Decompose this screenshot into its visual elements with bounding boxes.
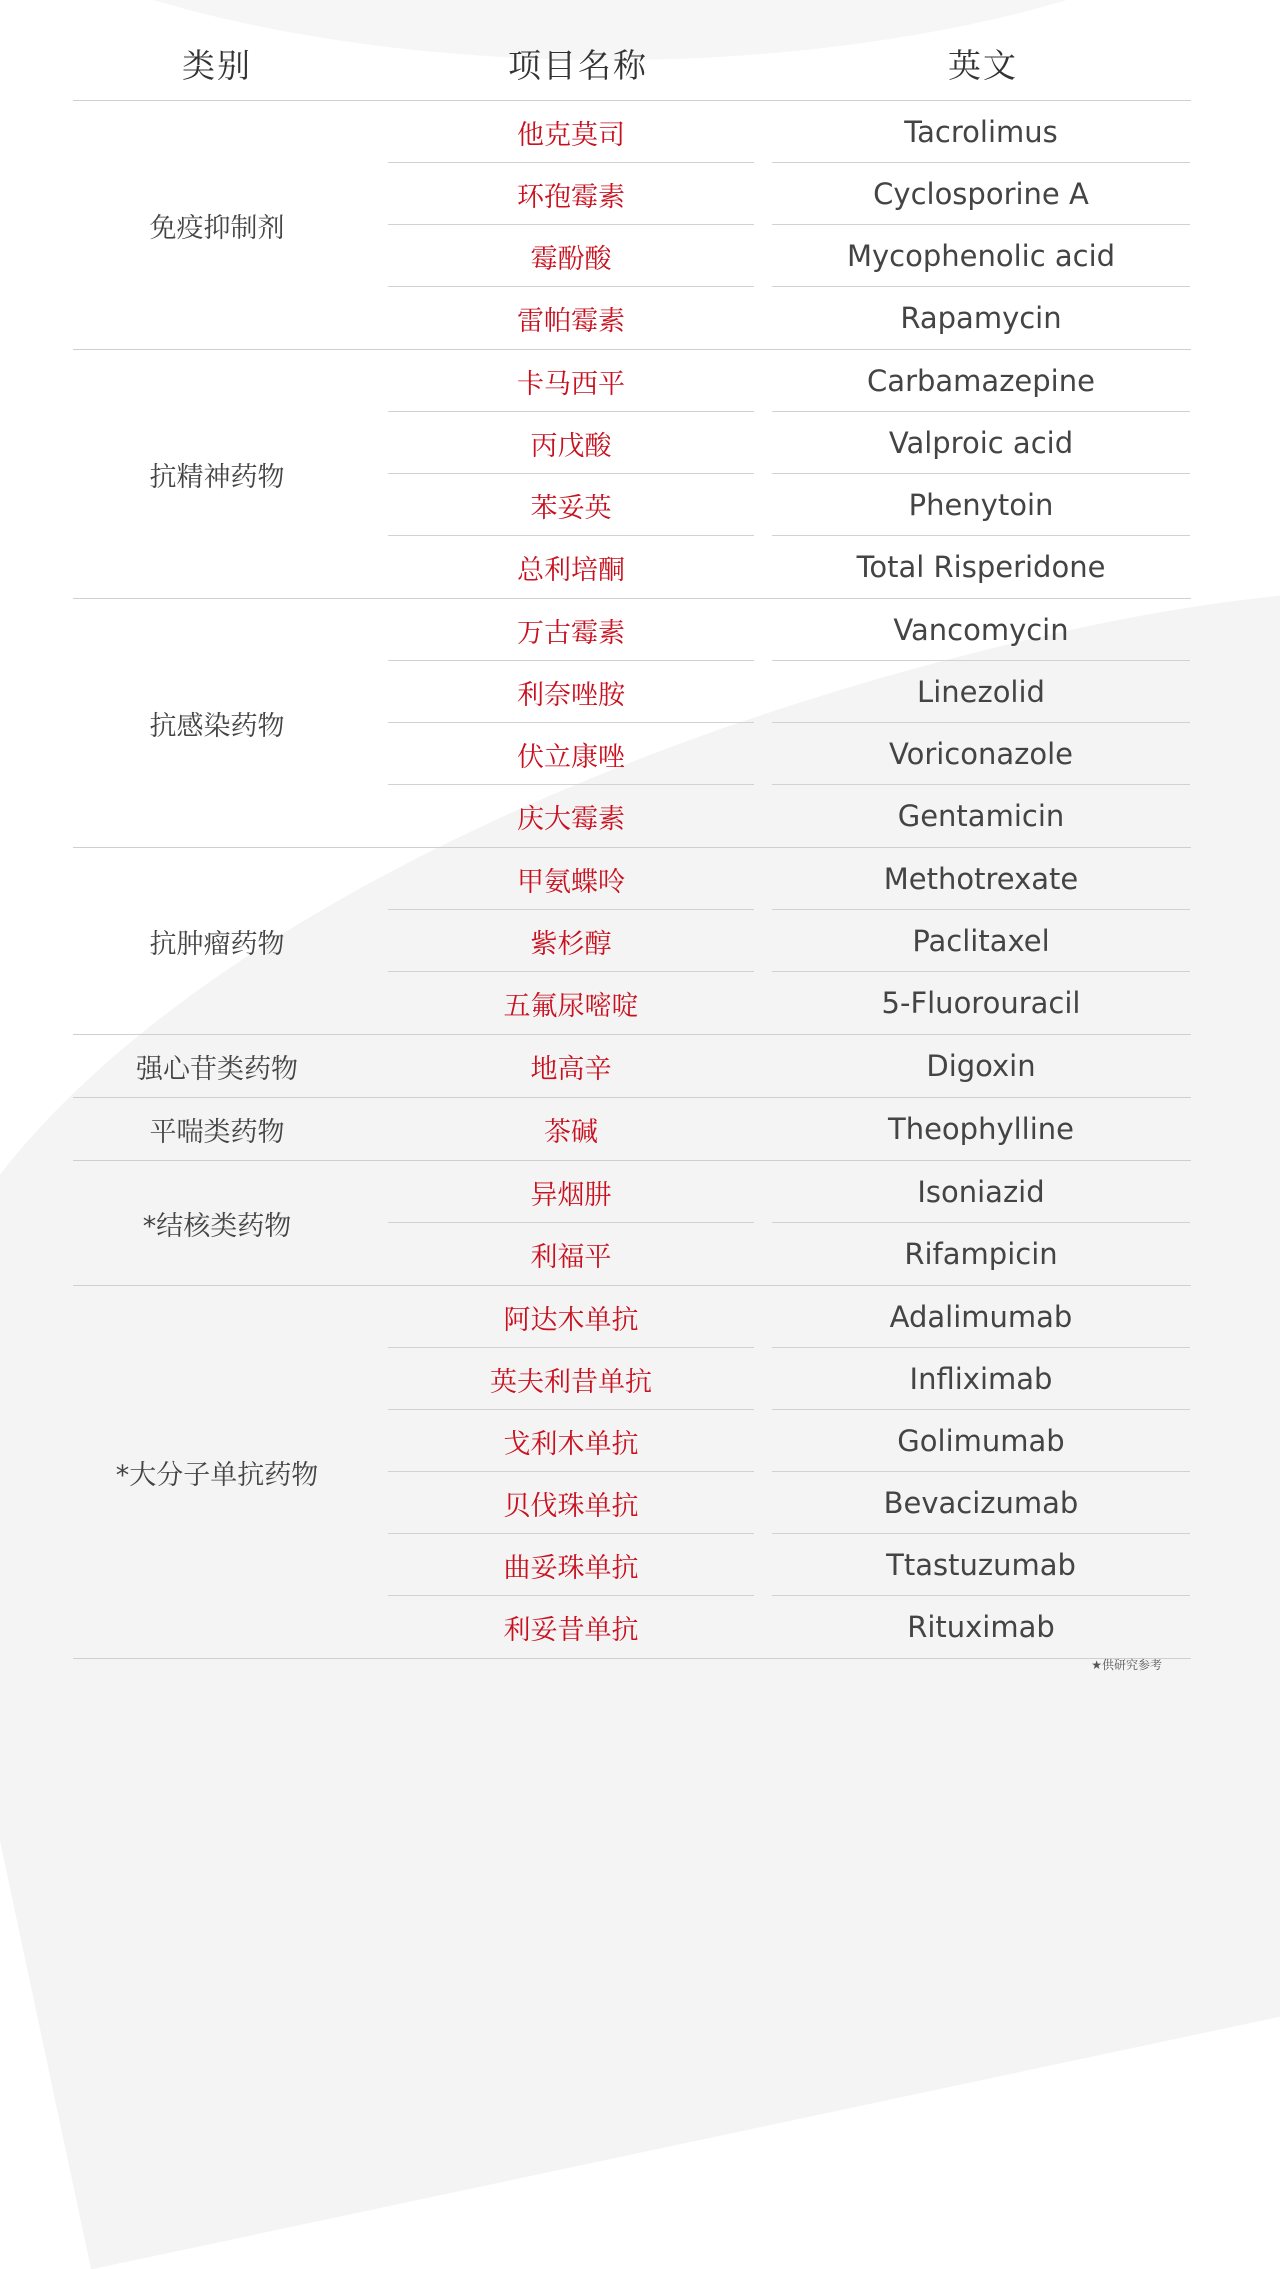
item-name-cn: 异烟肼	[530, 1179, 612, 1211]
table-row	[388, 101, 1191, 163]
item-name-en: Rituximab	[907, 1610, 1055, 1644]
table-group	[73, 350, 1191, 599]
item-name-en: Methotrexate	[883, 862, 1079, 896]
table-row	[388, 910, 1191, 972]
item-name-cn: 伏立康唑	[517, 741, 625, 773]
item-name-en: Phenytoin	[908, 488, 1054, 522]
item-name-en: Vancomycin	[893, 613, 1069, 647]
table-group	[73, 599, 1191, 848]
table-row	[388, 1286, 1191, 1348]
item-name-en: Digoxin	[926, 1049, 1036, 1083]
item-name-cn: 五氟尿嘧啶	[503, 990, 639, 1022]
table-row	[388, 536, 1191, 598]
item-name-en: Isoniazid	[917, 1175, 1045, 1209]
item-name-en: Theophylline	[887, 1112, 1075, 1146]
table-row	[388, 1223, 1191, 1285]
category-label: 抗精神药物	[149, 461, 285, 493]
table-row	[388, 1410, 1191, 1472]
item-name-cn: 苯妥英	[530, 492, 612, 524]
item-name-en: Carbamazepine	[867, 364, 1095, 398]
table-row	[388, 1098, 1191, 1160]
table-row	[388, 287, 1191, 349]
item-name-en: Paclitaxel	[912, 924, 1050, 958]
item-name-cn: 利妥昔单抗	[503, 1614, 639, 1646]
header-name: 项目名称	[508, 46, 648, 85]
item-name-en: Mycophenolic acid	[846, 239, 1116, 273]
item-name-cn: 丙戊酸	[530, 430, 612, 462]
category-label: 免疫抑制剂	[149, 212, 285, 244]
item-name-cn: 卡马西平	[517, 368, 625, 400]
table-group	[73, 848, 1191, 1035]
item-name-cn: 紫杉醇	[530, 928, 612, 960]
item-name-cn: 利奈唑胺	[517, 679, 625, 711]
table-row	[388, 412, 1191, 474]
item-name-en: Adalimumab	[889, 1300, 1073, 1334]
item-name-cn: 英夫利昔单抗	[490, 1366, 652, 1398]
item-name-cn: 戈利木单抗	[503, 1428, 639, 1460]
item-name-en: Rapamycin	[900, 301, 1062, 335]
item-name-cn: 茶碱	[544, 1116, 598, 1148]
item-name-en: Cyclosporine A	[873, 177, 1089, 211]
item-name-en: 5-Fluorouracil	[881, 986, 1081, 1020]
table-row	[388, 350, 1191, 412]
table-row	[388, 474, 1191, 536]
category-label: *结核类药物	[142, 1210, 292, 1242]
drug-table	[73, 0, 1191, 1659]
table-row	[388, 1534, 1191, 1596]
table-row	[388, 972, 1191, 1034]
category-label: 抗感染药物	[149, 710, 285, 742]
table-group	[73, 1098, 1191, 1161]
item-name-cn: 贝伐珠单抗	[503, 1490, 639, 1522]
item-name-en: Tacrolimus	[904, 115, 1058, 149]
item-name-cn: 环孢霉素	[517, 181, 625, 213]
item-name-en: Total Risperidone	[856, 550, 1106, 584]
table-row	[388, 163, 1191, 225]
table-row	[388, 1472, 1191, 1534]
item-name-en: Gentamicin	[897, 799, 1065, 833]
item-name-cn: 甲氨蝶呤	[517, 866, 625, 898]
footnote: ★供研究参考	[1091, 1658, 1162, 1672]
item-name-en: Infliximab	[909, 1362, 1053, 1396]
item-name-cn: 霉酚酸	[530, 243, 612, 275]
table-body	[73, 101, 1191, 1659]
item-name-cn: 雷帕霉素	[517, 305, 625, 337]
table-row	[388, 785, 1191, 847]
table-row	[388, 1596, 1191, 1658]
category-label: 抗肿瘤药物	[149, 928, 285, 960]
item-name-cn: 庆大霉素	[517, 803, 625, 835]
item-name-cn: 他克莫司	[517, 119, 625, 151]
table-row	[388, 225, 1191, 287]
table-row	[388, 1161, 1191, 1223]
item-name-cn: 总利培酮	[517, 554, 625, 586]
table-row	[388, 599, 1191, 661]
item-name-cn: 阿达木单抗	[503, 1304, 639, 1336]
item-name-cn: 地高辛	[530, 1053, 612, 1085]
table-row	[388, 723, 1191, 785]
table-group	[73, 1161, 1191, 1286]
table-row	[388, 1348, 1191, 1410]
table-row	[388, 661, 1191, 723]
item-name-cn: 万古霉素	[517, 617, 625, 649]
item-name-en: Rifampicin	[904, 1237, 1058, 1271]
item-name-en: Linezolid	[917, 675, 1045, 709]
item-name-cn: 利福平	[530, 1241, 612, 1273]
item-name-en: Golimumab	[897, 1424, 1065, 1458]
item-name-en: Voriconazole	[888, 737, 1073, 771]
item-name-cn: 曲妥珠单抗	[503, 1552, 639, 1584]
table-header	[73, 0, 1191, 101]
table-row	[388, 848, 1191, 910]
table-group	[73, 101, 1191, 350]
category-label: 平喘类药物	[149, 1116, 285, 1148]
table-group	[73, 1286, 1191, 1659]
header-english: 英文	[948, 46, 1018, 85]
category-label: 强心苷类药物	[136, 1053, 298, 1085]
header-category: 类别	[182, 46, 252, 85]
item-name-en: Ttastuzumab	[886, 1548, 1076, 1582]
table-group	[73, 1035, 1191, 1098]
table-row	[388, 1035, 1191, 1097]
item-name-en: Valproic acid	[888, 426, 1074, 460]
item-name-en: Bevacizumab	[883, 1486, 1079, 1520]
category-label: *大分子单抗药物	[115, 1459, 319, 1491]
